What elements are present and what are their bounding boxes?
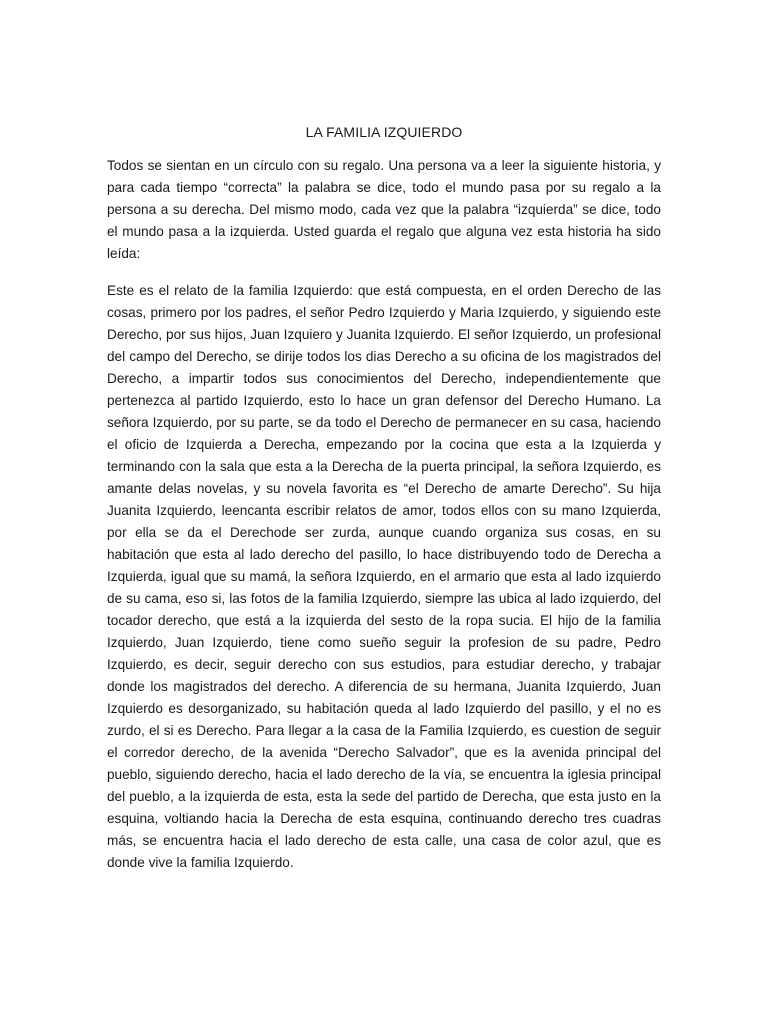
intro-paragraph: Todos se sientan en un círculo con su regalo. Una persona va a leer la siguiente historia, y para cada tiempo “correcta” la palabra se dice, todo el mundo pasa por su regalo a la persona a su derecha. Del mismo modo, cada vez que la palabra “izquierda” se dice, todo el mundo pasa a la izquierda. Usted guarda el regalo que alguna vez esta historia ha sido leída: <box>107 158 661 261</box>
story-paragraph: Este es el relato de la familia Izquierdo: que está compuesta, en el orden Derecho de las cosas, primero por los padres, el señor Pedro Izquierdo y Maria Izquierdo, y siguiendo este Derecho, por sus hijos, Juan Izquiero y Juanita Izquierdo. El señor Izquierdo, un profesional del campo del Derecho, se dirije todos los dias Derecho a su oficina de los magistrados del Derecho, a impartir todos sus conocimientos del Derecho, independientemente que pertenezca al partido Izquierdo, esto lo hace un gran defensor del Derecho Humano. La señora Izquierdo, por su parte, se da todo el Derecho de permanecer en su casa, haciendo el oficio de Izquierda a Derecha, empezando por la cocina que esta a la Izquierda y terminando con la sala que esta a la Derecha de la puerta principal, la señora Izquierdo, es amante delas novelas, y su novela favorita es “el Derecho de amarte Derecho”. Su hija Juanita Izquierdo, leencanta escribir relatos de amor, todos ellos con su mano Izquierda, por ella se da el Derechode ser zurda, aunque cuando organiza sus cosas, en su habitación que esta al lado derecho del pasillo, lo hace distribuyendo todo de Derecha a Izquierda, igual que su mamá, la señora Izquierdo, en el armario que esta al lado izquierdo de su cama, eso si, las fotos de la familia Izquierdo, siempre las ubica al lado izquierdo, del tocador derecho, que está a la izquierda del sesto de la ropa sucia. El hijo de la familia Izquierdo, Juan Izquierdo, tiene como sueño seguir la profesion de su padre, Pedro Izquierdo, es decir, seguir derecho con sus estudios, para estudiar derecho, y trabajar donde los magistrados del derecho. A diferencia de su hermana, Juanita Izquierdo, Juan Izquierdo es desorganizado, su habitación queda al lado Izquierdo del pasillo, y el no es zurdo, el si es Derecho. Para llegar a la casa de la Familia Izquierdo, es cuestion de seguir el corredor derecho, de la avenida “Derecho Salvador”, que es la avenida principal del pueblo, siguiendo derecho, hacia el lado derecho de la vía, se encuentra la iglesia principal del pueblo, a la izquierda de esta, esta la sede del partido de Derecha, que esta justo en la esquina, voltiando hacia la Derecha de esta esquina, continuando derecho tres cuadras más, se encuentra hacia el lado derecho de esta calle, una casa de color azul, que es donde vive la familia Izquierdo. <box>107 283 661 870</box>
document-title: LA FAMILIA IZQUIERDO <box>305 124 463 140</box>
